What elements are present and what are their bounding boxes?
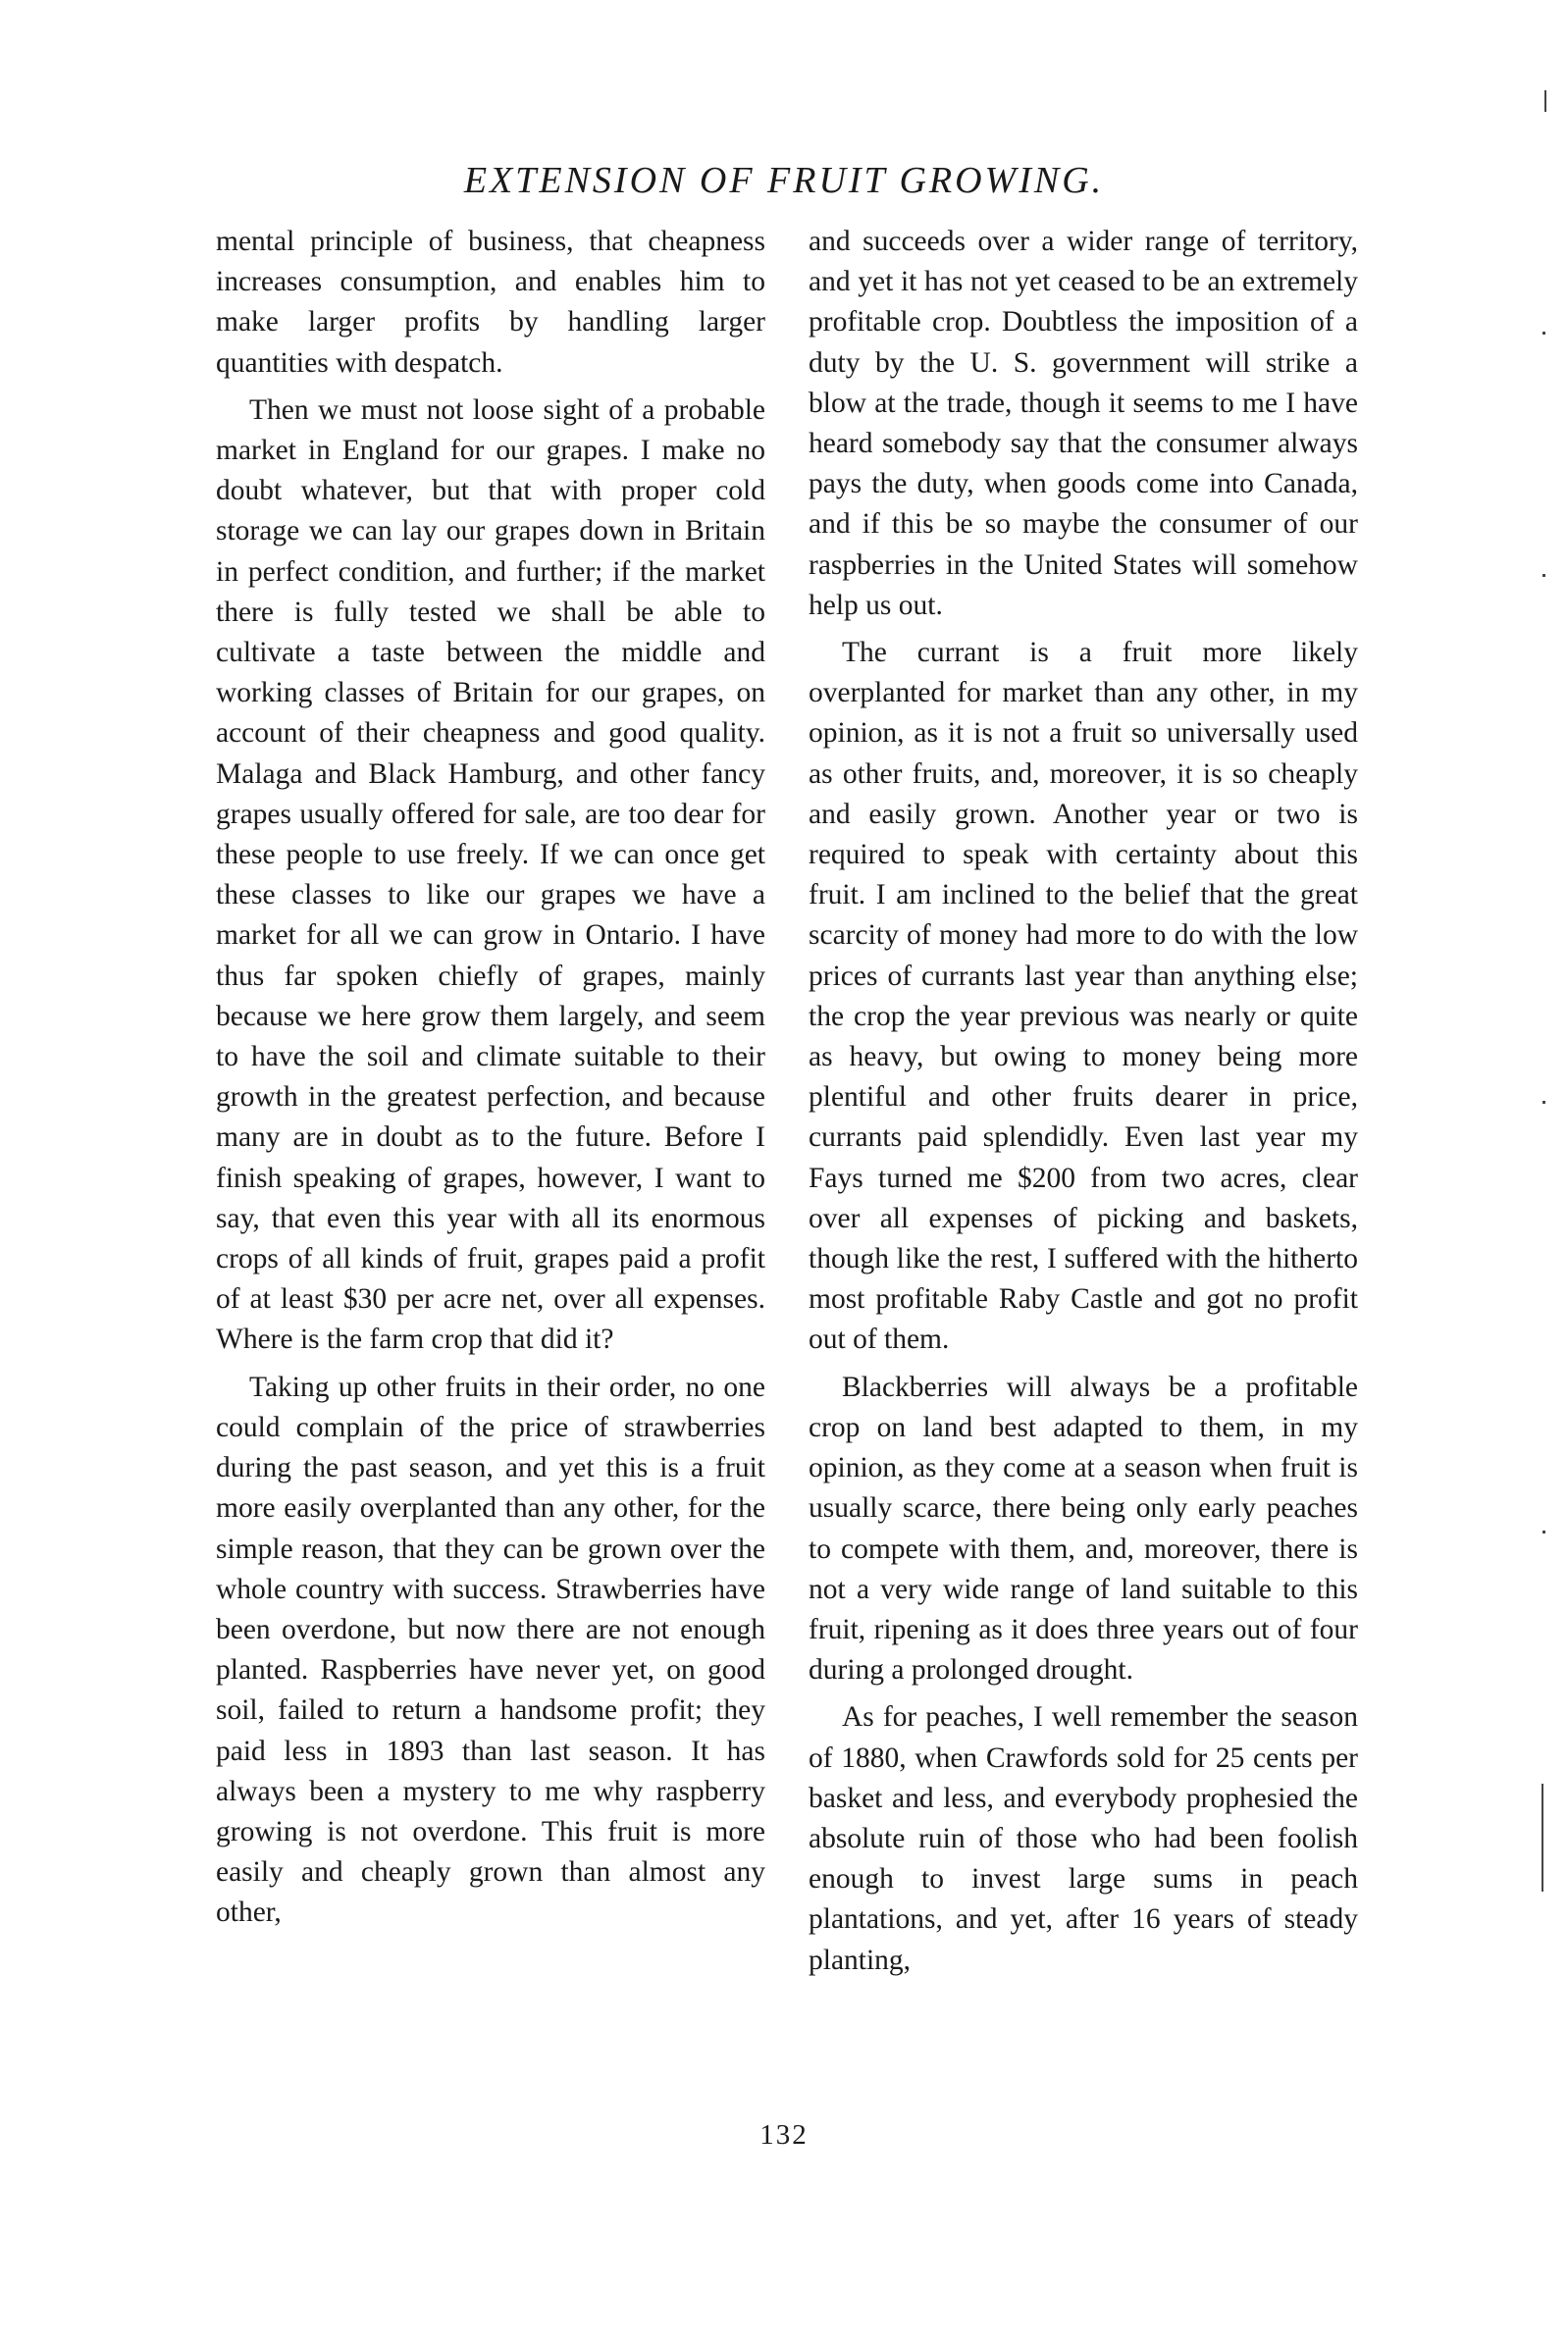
scan-mark <box>1542 332 1545 335</box>
running-head: EXTENSION OF FRUIT GROWING. <box>463 160 1105 201</box>
right-column <box>809 222 1358 1981</box>
paragraph: and succeeds over a wider range of territory, and yet it has not yet ceased to be an extremely profitable crop. Doubtless the imposition of a duty by the U. S. government will strike a blow at the trade, though it seems to me I have heard somebody say that the consumer always pays the duty, when goods come into Canada, and if this be so maybe the consumer of our raspberries in the United States will somehow help us out. <box>809 226 1358 621</box>
paragraph: As for peaches, I well remember the season of 1880, when Crawfords sold for 25 cents per basket and less, and everybody prophesied the absolute ruin of those who had been foolish enough to invest large sums in peach plantations, and yet, after 16 years of steady planting, <box>809 1701 1358 1976</box>
paragraph: Blackberries will always be a profitable crop on land best adapted to them, in my opinion, as they come at a season when fruit is usually scarce, there being only early peaches to compete with them, and, moreover, there is not a very wide range of land suitable to this fruit, ripening as it does three years out of four during a prolonged drought. <box>809 1371 1358 1687</box>
paragraph: Then we must not loose sight of a probable market in England for our grapes. I make no doubt whatever, but that with proper cold storage we can lay our grapes down in Britain in perfect condition, and further; if the market there is fully tested we shall be able to cultivate a taste between the middle and working classes of Britain for our grapes, on account of their cheapness and good quality. Malaga and Black Hamburg, and other fancy grapes usually offered for sale, are too dear for these people to use freely. If we can once get these classes to like our grapes we have a market for all we can grow in Ontario. I have thus far spoken chiefly of grapes, mainly because we here grow them largely, and seem to have the soil and climate suitable to their growth in the greatest perfection, and because many are in doubt as to the future. Before I finish speaking of grapes, however, I want to say, that even this year with all its enormous crops of all kinds of fruit, grapes paid a profit of at least $30 per acre net, over all expenses. Where is the farm crop that did it? <box>216 393 765 1356</box>
scan-mark <box>1542 574 1545 577</box>
page-number: 132 <box>759 2119 809 2151</box>
scan-mark <box>1544 90 1546 112</box>
left-column <box>216 222 765 1934</box>
paragraph: The currant is a fruit more likely overplanted for market than any other, in my opinion, as it is not a fruit so universally used as other fruits, and, moreover, it is so cheaply and easily grown. Another year or two is required to speak with certainty about this fruit. I am inclined to the belief that the great scarcity of money had more to do with the low prices of currants last year than anything else; the crop the year previous was nearly or quite as heavy, but owing to money being more plentiful and other fruits dearer in price, currants paid splendidly. Even last year my Fays turned me $200 from two acres, clear over all expenses of picking and baskets, though like the rest, I suffered with the hitherto most profitable Raby Castle and got no profit out of them. <box>809 637 1358 1356</box>
scan-mark <box>1542 1531 1545 1533</box>
scan-mark <box>1542 1784 1543 1892</box>
paragraph: Taking up other fruits in their order, no one could complain of the price of strawberries during the past season, and yet this is a fruit more easily overplanted than any other, for the simple reason, that they can be grown over the whole country with success. Strawberries have been overdone, but now there are not enough planted. Raspberries have never yet, on good soil, failed to return a handsome profit; they paid less in 1893 than last season. It has always been a mystery to me why raspberry growing is not overdone. This fruit is more easily and cheaply grown than almost any other, <box>216 1371 765 1929</box>
scan-mark <box>1542 1101 1545 1104</box>
paragraph: mental principle of business, that cheapness increases consumption, and enables him to make larger profits by handling larger quantities with despatch. <box>216 226 765 379</box>
